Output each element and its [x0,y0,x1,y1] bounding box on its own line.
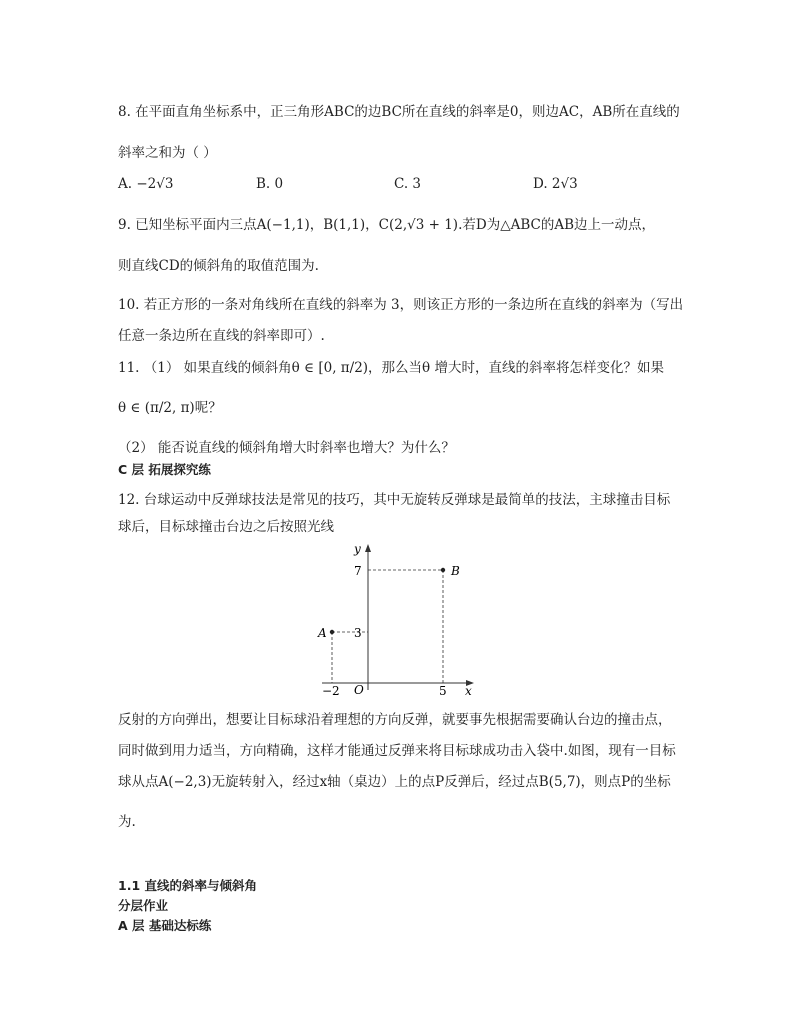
tick-label-x5: 5 [439,684,447,698]
q10-line1: 10. 若正方形的一条对角线所在直线的斜率为 3，则该正方形的一条边所在直线的斜率为（写出 [118,297,684,313]
tick-label-y3: 3 [354,626,362,640]
q9-line2: 则直线CD的倾斜角的取值范围为. [118,258,319,274]
point-b-label: B [451,564,460,578]
q8-option-b: B. 0 [256,176,284,192]
q8-option-d: D. 2√3 [533,176,578,192]
section-title: 1.1 直线的斜率与倾斜角 [118,878,257,893]
q12-line1: 12. 台球运动中反弹球技法是常见的技巧，其中无旋转反弹球是最简单的技法，主球撞击目标 [118,492,671,508]
q12-line2: 球后，目标球撞击台边之后按照光线 [118,519,334,535]
origin-label: O [354,683,364,697]
point-b-marker [441,568,445,572]
section-subtitle: 分层作业 [118,898,169,913]
y-axis-arrow-icon [365,544,371,552]
q12-line4: 同时做到用力适当，方向精确，这样才能通过反弹来将目标球成功击入袋中.如图，现有一目标 [118,743,676,759]
coordinate-figure [310,540,480,700]
q11-line2: θ ∈ (π/2, π)呢？ [118,400,222,416]
y-axis-label: y [354,542,361,556]
q11-line3: （2） 能否说直线的倾斜角增大时斜率也增大？为什么？ [118,440,455,456]
q12-line5: 球从点A(−2,3)无旋转射入，经过x轴（桌边）上的点P反弹后，经过点B(5,7)，则点P的坐标 [118,774,671,790]
point-a-label: A [318,626,327,640]
tick-label-x-neg2: −2 [322,684,340,698]
q12-line6: 为. [118,814,136,830]
x-axis-label: x [465,684,472,698]
q8-option-a: A. −2√3 [118,176,174,192]
q9-line1: 9. 已知坐标平面内三点A(−1,1)，B(1,1)，C(2,√3 + 1).若D为△ABC的AB边上一动点， [118,217,655,233]
layer-a-heading: A 层 基础达标练 [118,918,212,933]
point-a-marker [330,630,334,634]
q10-line2: 任意一条边所在直线的斜率即可）. [118,328,325,344]
q11-line1: 11. （1） 如果直线的倾斜角θ ∈ [0, π/2)，那么当θ 增大时，直线的斜率将怎样变化？如果 [118,360,664,376]
q12-line3: 反射的方向弹出，想要让目标球沿着理想的方向反弹，就要事先根据需要确认台边的撞击点， [118,712,672,728]
q8-line1: 8. 在平面直角坐标系中，正三角形ABC的边BC所在直线的斜率是0，则边AC，AB所在直线的 [118,104,680,120]
q8-line2: 斜率之和为（ ） [118,145,217,161]
section-c-heading: C 层 拓展探究练 [118,462,211,477]
q8-option-c: C. 3 [394,176,422,192]
tick-label-y7: 7 [354,564,362,578]
